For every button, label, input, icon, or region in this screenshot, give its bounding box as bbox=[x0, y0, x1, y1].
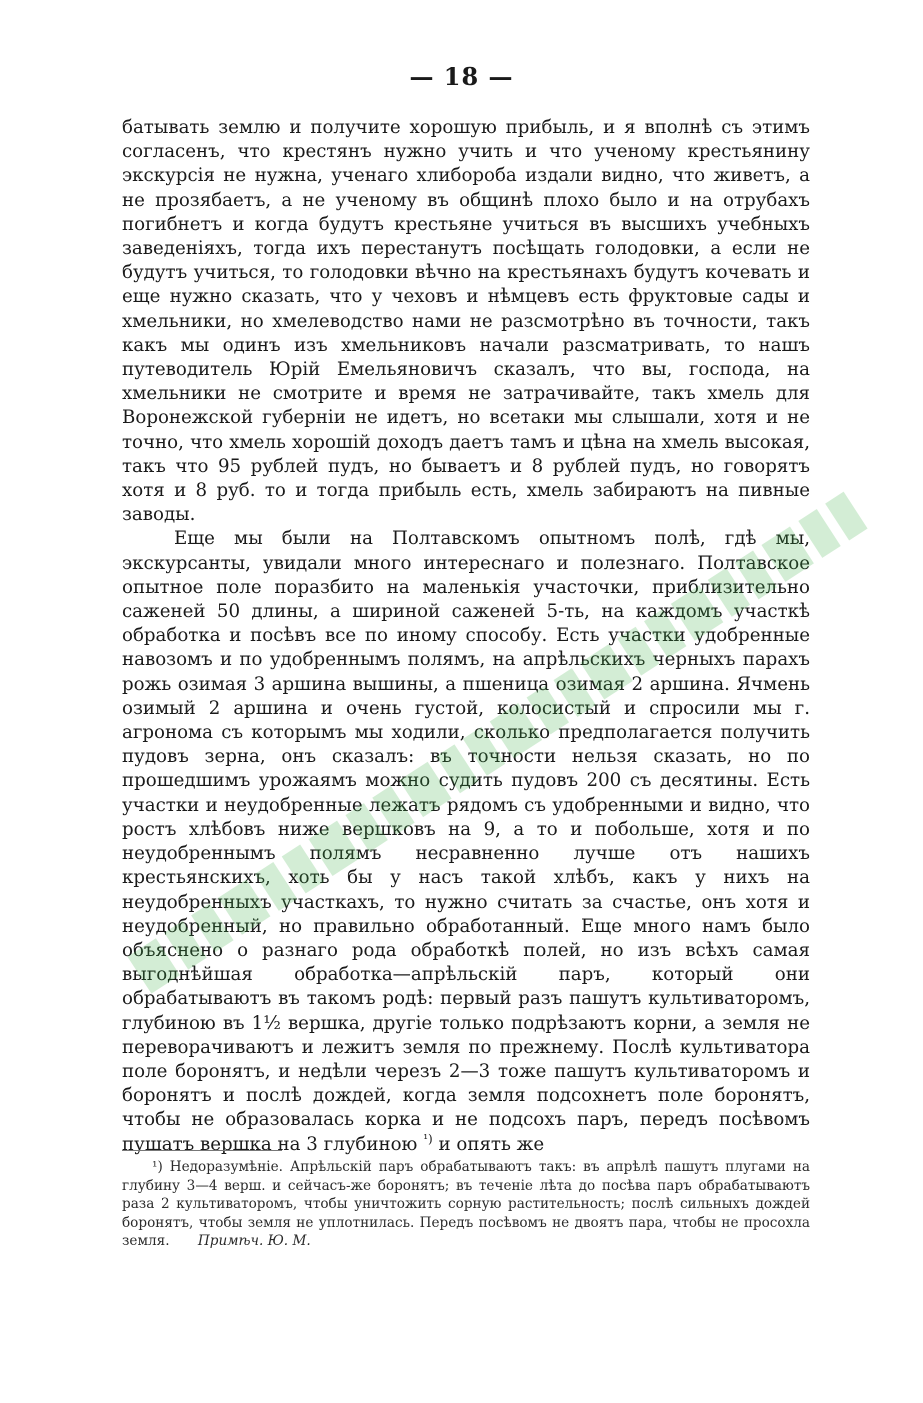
footnote-reference[interactable]: ¹) bbox=[423, 1131, 433, 1146]
paragraph-1 bbox=[122, 116, 810, 527]
body-text bbox=[122, 116, 810, 1157]
watermark-block bbox=[825, 492, 867, 541]
page-number: — 18 — bbox=[409, 62, 514, 91]
footnote-mark: ¹) bbox=[152, 1159, 163, 1175]
footnote bbox=[122, 1158, 810, 1251]
paragraph-2-tail: и опять же bbox=[432, 1133, 545, 1155]
paragraph-1-text: батывать землю и получите хорошую прибыль, и я вполнѣ съ этимъ согласенъ, что крестянъ нужно учить и что ученому крестьянину экскурсія не нужна, ученаго хлибороба издали видно, что живетъ, а не прозябаетъ, а не ученому въ общинѣ плохо было и на отрубахъ погибнетъ и когда будутъ крестьяне учиться въ высшихъ учебныхъ заведеніяхъ, тогда ихъ перестанутъ посѣщать голодовки, а если не будутъ учиться, то голодовки вѣчно на крестьянахъ будутъ кочевать и еще нужно сказать, что у чеховъ и нѣмцевъ есть фруктовые сады и хмельники, но хмелеводство нами не разсмотрѣно въ точности, такъ какъ мы одинъ изъ хмельниковъ начали разсматривать, то нашъ путеводитель Юрій Емельяновичъ сказалъ, что вы, господа, на хмельники не смотрите и время не затрачивайте, такъ хмель для Воронежской губерніи не идетъ, но всетаки мы слышали, хотя и не точно, что хмель хорошій доходъ даетъ тамъ и цѣна на хмель высокая, такъ что 95 рублей пудъ, но бываетъ и 8 рублей пудъ, но говорятъ хотя и 8 руб. то и тогда прибыль есть, хмель забираютъ на пивные заводы. bbox=[122, 117, 810, 526]
footnote-divider bbox=[122, 1150, 282, 1151]
paragraph-2 bbox=[122, 527, 810, 1156]
footnote-paragraph bbox=[122, 1158, 810, 1251]
footnote-text: Недоразумѣніе. Апрѣльскій паръ обрабатываютъ такъ: въ апрѣлѣ пашутъ плугами на глубину 3—4 верш. и сейчасъ-же боронятъ; въ теченіе лѣта до посѣва паръ обрабатываютъ раза 2 культиваторомъ, чтобы уничтожить сорную растительность; послѣ сильныхъ дождей боронятъ, чтобы земля не уплотнилась. Передъ посѣвомъ не двоятъ пара, чтобы не просохла земля. bbox=[122, 1159, 811, 1250]
footnote-signature: Примѣч. Ю. М. bbox=[197, 1233, 311, 1250]
paragraph-2-text: Еще мы были на Полтавскомъ опытномъ полѣ, гдѣ мы, экскурсанты, увидали много интереснаго и полезнаго. Полтавское опытное поле поразбито на маленькія участочки, приблизительно саженей 50 длины, а шириной саженей 5-ть, на каждомъ участкѣ обработка и посѣвъ все по иному способу. Есть участки удобренные навозомъ и по удобреннымъ полямъ, на апрѣльскихъ черныхъ парахъ рожь озимая 3 аршина вышины, а пшеница озимая 2 аршина. Ячмень озимый 2 аршина и очень густой, колосистый и спросили мы г. агронома съ которымъ мы ходили, сколько предполагается получить пудовъ зерна, онъ сказалъ: въ точности нельзя сказать, но по прошедшимъ урожаямъ можно судить пудовъ 200 съ десятины. Есть участки и неудобренные лежатъ рядомъ съ удобренными и видно, что ростъ хлѣбовъ ниже вершковъ на 9, а то и побольше, хотя и по неудобреннымъ полямъ несравненно лучше отъ нашихъ крестьянскихъ, хоть бы у насъ такой хлѣбъ, какъ у нихъ на неудобренныхъ участкахъ, то нужно считать за счастье, онъ хотя и неудобренный, но правильно обработанный. Еще много намъ было объяснено о разнаго рода обработкѣ полей, но изъ всѣхъ самая выгоднѣйшая обработка—апрѣльскій паръ, который они обрабатываютъ въ такомъ родѣ: первый разъ пашутъ культиваторомъ, глубиною въ 1½ вершка, другіе только подрѣзаютъ корни, а земля не переворачиваютъ и лежитъ земля по прежнему. Послѣ культиватора поле боронятъ, и недѣли черезъ 2—3 тоже пашутъ культиваторомъ и боронятъ и послѣ дождей, когда земля подсохнетъ поле боронятъ, чтобы не образовалась корка и не подсохъ паръ, передъ посѣвомъ пушатъ вершка на 3 глубиною bbox=[122, 528, 810, 1155]
